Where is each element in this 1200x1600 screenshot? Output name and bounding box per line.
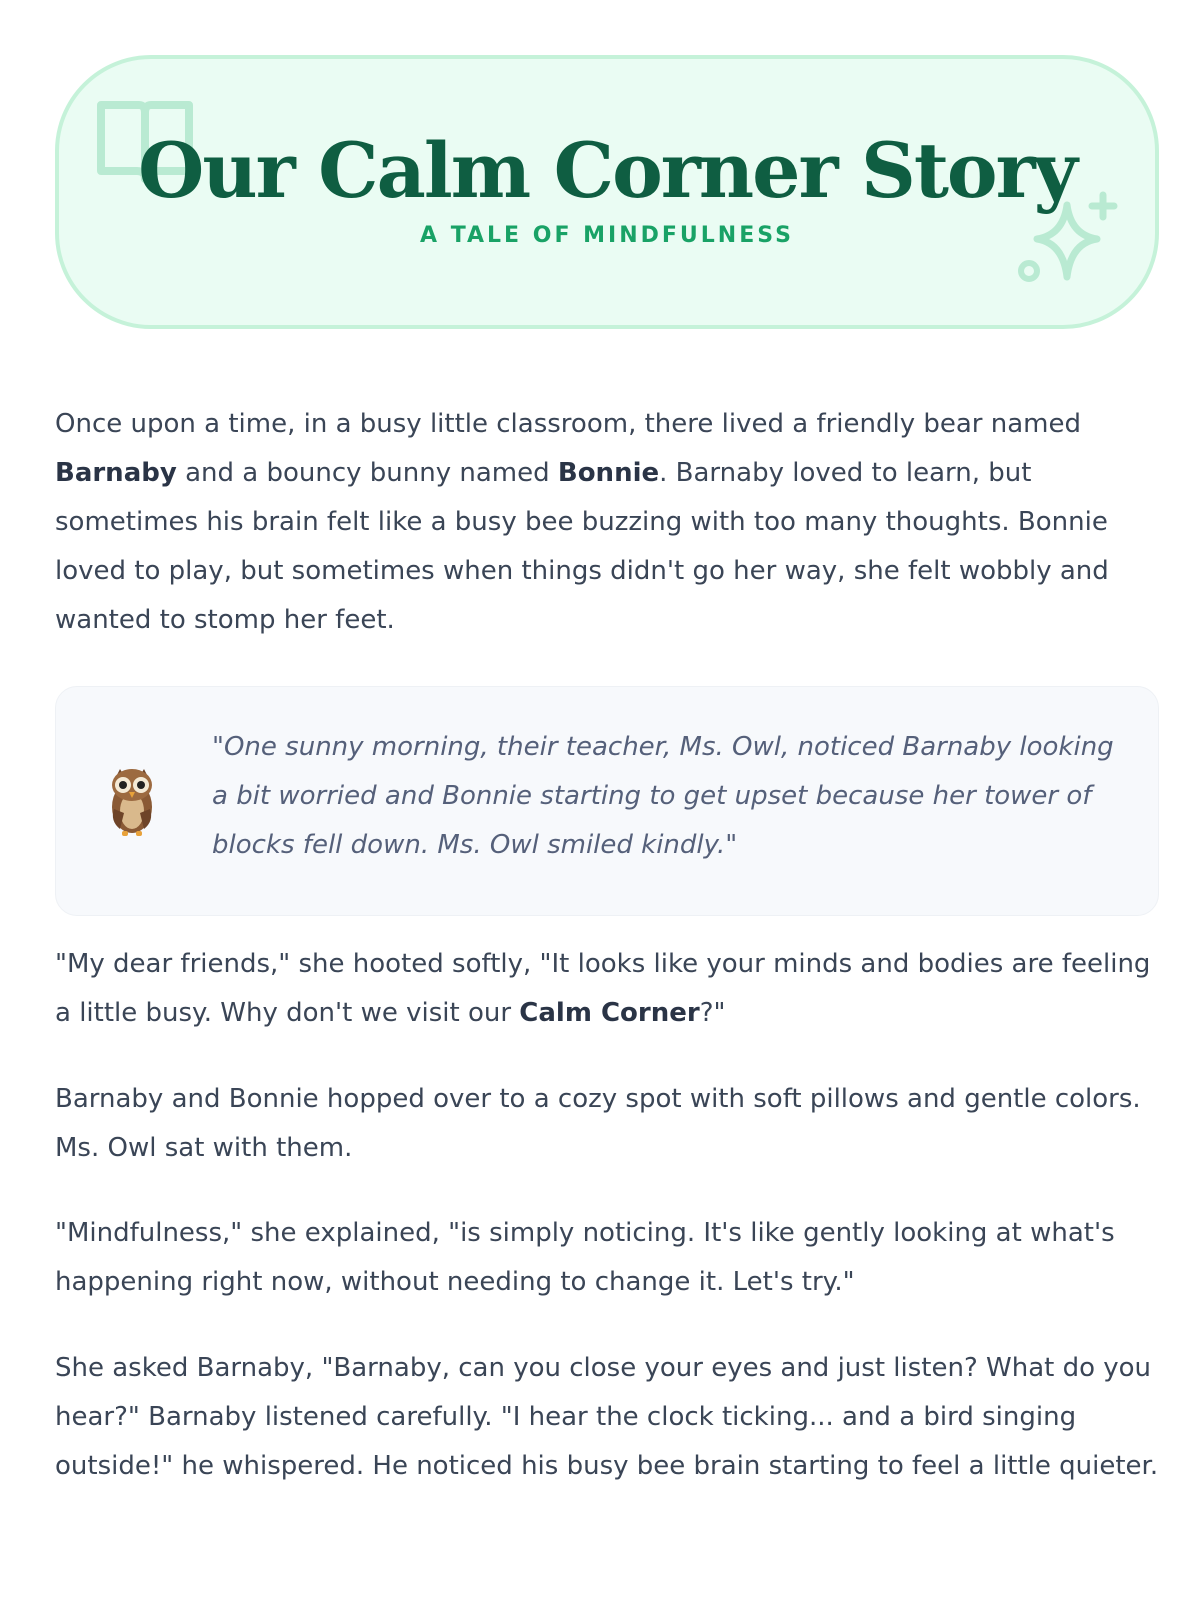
intro-text-1: Once upon a time, in a busy little classroom, there lived a friendly bear named [55,409,1081,439]
sparkle-icon [1017,187,1127,297]
intro-paragraph [55,400,1159,645]
intro-text-3: . Barnaby loved to learn, but sometimes his brain felt like a busy bee buzzing with too many thoughts. Bonnie loved to play, but sometimes when things didn't go her way, she felt wobbly and wanted to stomp her feet. [55,458,1109,635]
owl-text-2: ?" [699,998,726,1028]
quote-text: "One sunny morning, their teacher, Ms. Owl, noticed Barnaby looking a bit worried and Bonnie starting to get upset because her tower of blocks fell down. Ms. Owl smiled kindly." [212,732,1114,860]
intro-text-2: and a bouncy bunny named [176,458,558,488]
character-name-barnaby: Barnaby [55,458,177,488]
calm-corner-emphasis: Calm Corner [519,998,700,1028]
page-subtitle: A TALE OF MINDFULNESS [420,223,794,248]
page-title: Our Calm Corner Story [138,126,1076,215]
quote-callout [55,686,1159,916]
listening-paragraph: She asked Barnaby, "Barnaby, can you close your eyes and just listen? What do you hear?" Barnaby listened carefully. "I hear the clock ticking... and a bird singing outside!" he whispered. He noticed his busy bee brain starting to feel a little quieter. [55,1353,1159,1481]
cozy-spot-paragraph: Barnaby and Bonnie hopped over to a cozy spot with soft pillows and gentle colors. Ms. Owl sat with them. [55,1084,1141,1163]
owl-text-1: "My dear friends," she hooted softly, "It looks like your minds and bodies are feeling a little busy. Why don't we visit our [55,949,1151,1028]
owl-invitation-paragraph [55,940,1159,1038]
character-name-bonnie: Bonnie [557,458,660,488]
owl-icon [106,763,158,837]
mindfulness-paragraph: "Mindfulness," she explained, "is simply noticing. It's like gently looking at what's happening right now, without needing to change it. Let's try." [55,1218,1115,1297]
header-banner [55,55,1159,329]
